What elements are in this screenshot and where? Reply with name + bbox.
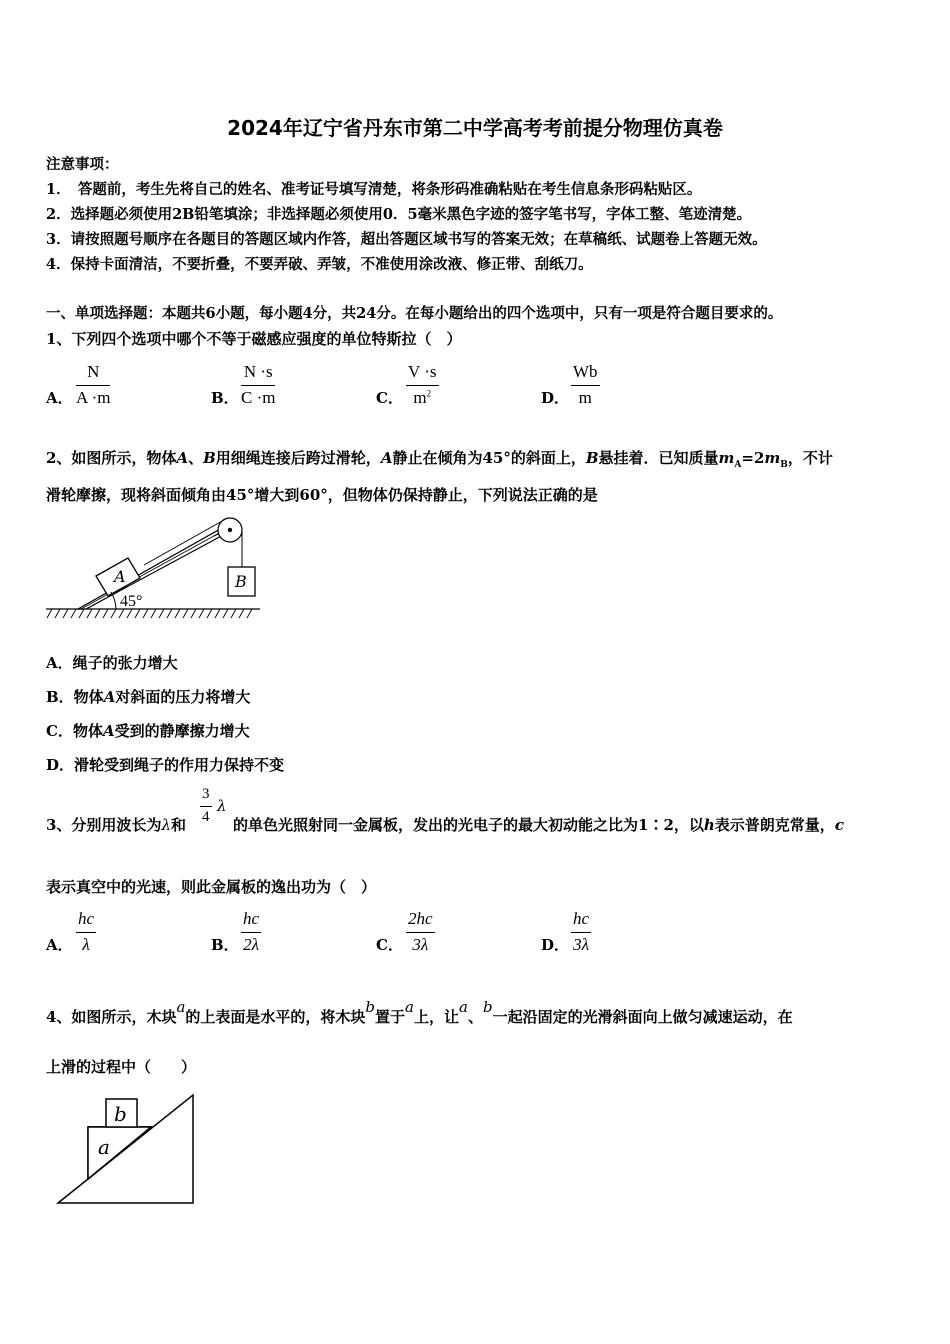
q2-incline-pulley-figure: [44, 510, 264, 622]
q4-stem-line2: 上滑的过程中（ ）: [46, 1058, 197, 1076]
q4-incline-blocks-figure: [54, 1090, 202, 1208]
notice-item-1: 1． 答题前，考生先将自己的姓名、准考证号填写清楚，将条形码准确粘贴在考生信息条形码粘贴区。: [46, 181, 702, 198]
q3-option-d-fraction: $\frac{hc}{3\lambda}$: [573, 909, 590, 954]
q1-option-a-letter: A．: [46, 389, 73, 407]
block-b-label: b: [114, 1102, 127, 1126]
q4-stem-line1: 4、如图所示，木块a的上表面是水平的，将木块b置于a上，让a、b一起沿固定的光滑斜面向上做匀减速运动，在: [46, 998, 793, 1026]
q3-stem-line1-part2: 的单色光照射同一金属板，发出的光电子的最大初动能之比为1∶2，以h表示普朗克常量，c: [233, 816, 844, 834]
incline-plank: [78, 528, 225, 609]
block-b-label: B: [235, 572, 247, 591]
page-title: 2024年辽宁省丹东市第二中学高考考前提分物理仿真卷: [227, 116, 723, 140]
q2-option-c: C．物体A受到的静摩擦力增大: [46, 722, 250, 740]
q3-option-b-fraction: $\frac{hc}{2\lambda}$: [243, 909, 260, 954]
q1-option-b-letter: B．: [211, 389, 239, 407]
q2-option-a: A．绳子的张力增大: [46, 654, 178, 672]
q1-option-b-denominator: C ·m: [241, 388, 276, 407]
q2-stem-line1: 2、如图所示，物体A、B用细绳连接后跨过滑轮，A静止在倾角为45°的斜面上，B悬挂着．已知质量$m_A=2m_B$，不计: [46, 449, 833, 470]
q1-option-a-denominator: A ·m: [76, 388, 111, 407]
q1-option-d-letter: D．: [541, 389, 570, 407]
block-a-label: A: [114, 567, 126, 586]
q1-option-c-exponent: 2: [426, 388, 432, 399]
q1-option-c-denominator: m: [413, 388, 427, 407]
q1-option-c-letter: C．: [376, 389, 403, 407]
q1-option-d-denominator: m: [578, 388, 592, 407]
q3-stem-line1-part1: 3、分别用波长为λ和: [46, 816, 186, 834]
q2-option-b: B．物体A对斜面的压力将增大: [46, 688, 251, 706]
notice-item-3: 3．请按照题号顺序在各题目的答题区域内作答，超出答题区域书写的答案无效；在草稿纸、试题卷上答题无效。: [46, 231, 767, 248]
q1-option-c-fraction: [406, 362, 439, 408]
q3-option-b-letter: B．: [211, 936, 239, 954]
q2-stem-line2: 滑轮摩擦，现将斜面倾角由45°增大到60°，但物体仍保持静止，下列说法正确的是: [46, 486, 598, 504]
q1-stem: 1、下列四个选项中哪个不等于磁感应强度的单位特斯拉（ ）: [46, 330, 462, 348]
q1-option-b-numerator: N ·s: [241, 362, 275, 386]
q1-option-d-fraction: [571, 362, 600, 408]
q3-option-a-letter: A．: [46, 936, 73, 954]
q3-three-quarter-fraction: $\frac{3}{4}$: [202, 786, 210, 825]
notice-item-2: 2．选择题必须使用2B铅笔填涂；非选择题必须使用0．5毫米黑色字迹的签字笔书写，字体工整、笔迹清楚。: [46, 206, 752, 223]
q3-option-c-fraction: $\frac{2hc}{3\lambda}$: [408, 909, 433, 954]
q3-option-c-letter: C．: [376, 936, 403, 954]
q3-stem-line2: 表示真空中的光速，则此金属板的逸出功为（ ）: [46, 878, 377, 896]
q1-option-c-numerator: V ·s: [406, 362, 439, 386]
q1-option-a-fraction: [76, 362, 110, 408]
q3-option-d-letter: D．: [541, 936, 570, 954]
angle-label: 45°: [120, 593, 143, 610]
q3-lambda-symbol: λ: [217, 797, 227, 815]
block-a-label: a: [98, 1135, 110, 1159]
q1-option-b-fraction: [241, 362, 275, 408]
notice-heading: 注意事项：: [46, 156, 119, 173]
q1-option-d-numerator: Wb: [571, 362, 600, 386]
q2-option-d: D．滑轮受到绳子的作用力保持不变: [46, 756, 285, 774]
notice-item-4: 4．保持卡面清洁，不要折叠，不要弄破、弄皱，不准使用涂改液、修正带、刮纸刀。: [46, 256, 593, 273]
q1-option-a-numerator: N: [76, 362, 110, 386]
section-header: 一、单项选择题：本题共6小题，每小题4分，共24分。在每小题给出的四个选项中，只有一项是符合题目要求的。: [46, 305, 783, 322]
q3-option-a-fraction: $\frac{hc}{\lambda}$: [78, 909, 95, 954]
